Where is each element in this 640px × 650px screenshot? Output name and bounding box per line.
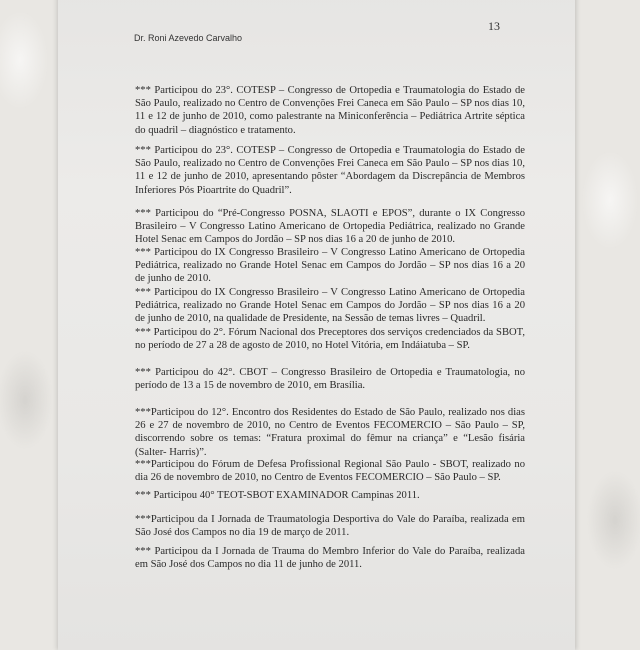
paragraph: [135, 326, 525, 352]
paragraph: [135, 246, 525, 286]
paragraph-line: 11 e 12 de junho de 2010, apresentando pôster “Abordagem da Discrepância de Membros: [135, 171, 525, 183]
paragraph-line: *** Participou 40° TEOT-SBOT EXAMINADOR Campinas 2011.: [135, 490, 420, 501]
paragraph-line: ***Participou da I Jornada de Traumatologia Desportiva do Vale do Paraíba, realizada em: [135, 514, 525, 525]
page-header-author: Dr. Roni Azevedo Carvalho: [134, 33, 243, 43]
paragraph: [135, 545, 525, 571]
paragraph-line: Brasileiro – V Congresso Latino Americano de Ortopedia Pediátrica, realizado no Grande: [135, 221, 525, 233]
paragraph-line: do quadril – diagnóstico e tratamento.: [135, 124, 296, 136]
paragraph-line: ***Participou do Fórum de Defesa Profissional Regional São Paulo - SBOT, realizado no: [135, 459, 525, 470]
paragraph: [135, 458, 525, 484]
paragraph: [135, 489, 525, 502]
paragraph: [135, 207, 525, 247]
paragraph: [135, 286, 525, 326]
paragraph-line: São José dos Campos no dia 19 de março de 2011.: [135, 527, 350, 539]
paragraph-line: São Paulo, realizado no Centro de Convenções Frei Caneca em São Paulo – SP nos dias 10,: [135, 158, 525, 170]
paragraph-line: Pediátrica, realizado no Grande Hotel Senac em Campos do Jordão – SP nos dias 16 a 20: [135, 300, 525, 312]
paragraph-line: Pediátrica, realizado no Grande Hotel Senac em Campos do Jordão – SP nos dias 16 a 20: [135, 260, 525, 272]
paragraph-line: 11 e 12 de junho de 2010, como palestrante na Miniconferência – Pediátrica Artrite séptica: [135, 111, 525, 123]
paragraph-line: Inferiores Pós Pioartrite do Quadril”.: [135, 184, 292, 196]
paragraph-line: Hotel Senac em Campos do Jordão – SP nos dias 16 a 20 de junho de 2010.: [135, 234, 456, 246]
paragraph-line: no período de 27 a 28 de agosto de 2010, no Hotel Vitória, em Indáiatuba – SP.: [135, 340, 470, 352]
paragraph-line: *** Participou do 2°. Fórum Nacional dos Preceptores dos serviços credenciados da SBOT,: [135, 327, 525, 338]
paragraph-line: 26 e 27 de novembro de 2010, no Centro de Eventos FECOMERCIO – São Paulo – SP,: [135, 420, 525, 432]
paragraph: [135, 144, 525, 197]
paragraph-line: de junho de 2010, na qualidade de Presidente, na Sessão de temas livres – Quadril.: [135, 313, 486, 325]
paragraph-line: dia 26 de novembro de 2010, no Centro de Eventos FECOMERCIO – São Paulo – SP.: [135, 472, 501, 484]
paragraph-line: *** Participou do “Pré-Congresso POSNA, SLAOTI e EPOS”, durante o IX Congresso: [135, 208, 525, 219]
paragraph-line: (Salter- Harris)”.: [135, 446, 207, 458]
paragraph-line: *** Participou do IX Congresso Brasileiro – V Congresso Latino Americano de Ortopedia: [135, 287, 525, 298]
paragraph-line: ***Participou do 12°. Encontro dos Residentes do Estado de São Paulo, realizado nos dias: [135, 407, 525, 418]
paragraph-line: discorrendo sobre os temas: “Fratura proximal do fêmur na criança” e “Lesão fisária: [135, 433, 525, 445]
paragraph-line: *** Participou do IX Congresso Brasileiro – V Congresso Latino Americano de Ortopedia: [135, 247, 525, 258]
paragraph: [135, 84, 525, 137]
paragraph-line: *** Participou do 23°. COTESP – Congresso de Ortopedia e Traumatologia do Estado de: [135, 85, 525, 96]
page-number: 13: [488, 19, 500, 33]
paragraph: [135, 513, 525, 539]
paragraph-line: de junho de 2010.: [135, 273, 211, 285]
paragraph: [135, 366, 525, 392]
paragraph-line: *** Participou da I Jornada de Trauma do Membro Inferior do Vale do Paraíba, realizada: [135, 546, 525, 557]
paragraph: [135, 406, 525, 459]
paragraph-line: período de 13 a 15 de novembro de 2010, em Brasília.: [135, 380, 366, 392]
paragraph-line: em São José dos Campos no dia 11 de junho de 2011.: [135, 559, 362, 571]
paragraph-line: São Paulo, realizado no Centro de Convenções Frei Caneca em São Paulo – SP nos dias 10,: [135, 98, 525, 110]
paragraph-line: *** Participou do 23°. COTESP – Congresso de Ortopedia e Traumatologia do Estado de: [135, 145, 525, 156]
paragraph-line: *** Participou do 42°. CBOT – Congresso Brasileiro de Ortopedia e Traumatologia, no: [135, 367, 525, 378]
